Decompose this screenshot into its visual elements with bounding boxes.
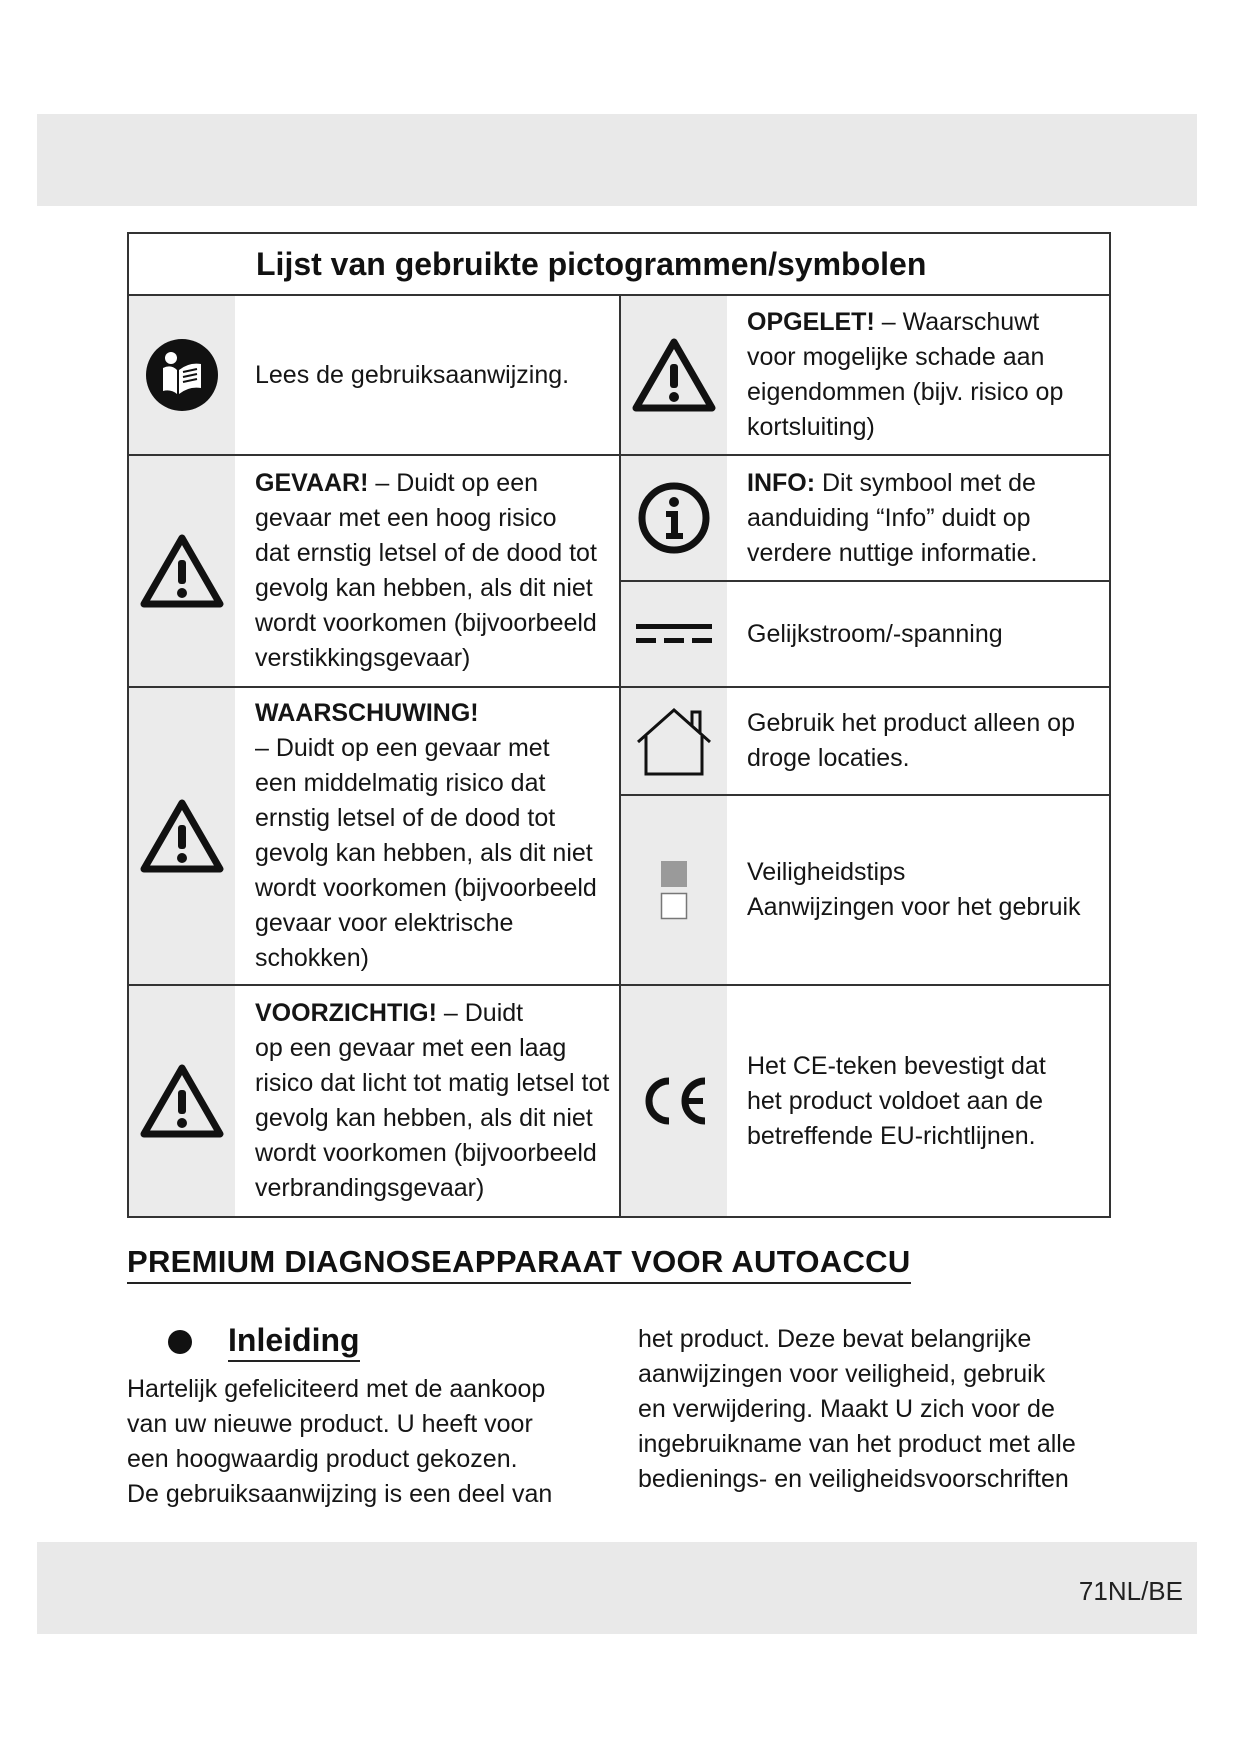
warning-triangle-icon: [632, 338, 716, 412]
intro-text-left: Hartelijk gefeliciteerd met de aankoop van uw nieuwe product. U heeft voor een hoogwaardig product gekozen. De gebruiksaanwijzing is een deel van: [127, 1375, 553, 1508]
footer-band: [37, 1542, 1197, 1634]
product-heading: PREMIUM DIAGNOSEAPPARAAT VOOR AUTOACCU: [127, 1244, 911, 1284]
symbol-legend-table: [127, 232, 1111, 1218]
info-icon: [637, 481, 711, 555]
gevaar-label: GEVAAR!: [255, 469, 369, 497]
legend-row-read-manual: [129, 296, 619, 454]
legend-row-dry-location: Gebruik het product alleen op droge locaties.: [621, 688, 1109, 794]
read-manual-icon: [145, 338, 219, 412]
legend-row-opgelet: OPGELET! – Waarschuwt voor mogelijke schade aan eigendommen (bijv. risico op kortsluiting): [621, 296, 1109, 454]
legend-row-tips: Veiligheidstips Aanwijzingen voor het gebruik: [621, 796, 1109, 984]
legend-row-gevaar: GEVAAR! – Duidt op een gevaar met een hoog risico dat ernstig letsel of de dood tot gevolg kan hebben, als dit niet wordt voorkomen (bijvoorbeeld verstikkingsgevaar): [129, 456, 619, 686]
voorzichtig-label: VOORZICHTIG!: [255, 999, 437, 1027]
legend-row-direct-current: Gelijkstroom/-spanning: [621, 582, 1109, 686]
header-band: [37, 114, 1197, 206]
legend-row-ce: Het CE-teken bevestigt dat het product voldoet aan de betreffende EU-richtlijnen.: [621, 986, 1109, 1216]
warning-triangle-icon: [140, 799, 224, 873]
read-manual-text: Lees de gebruiksaanwijzing.: [255, 360, 570, 389]
waarschuwing-label: WAARSCHUWING!: [255, 699, 479, 727]
checkbox-squares-icon: [659, 859, 689, 921]
dry-location-house-icon: [634, 706, 714, 776]
info-label: INFO:: [747, 468, 816, 497]
warning-triangle-icon: [140, 1064, 224, 1138]
legend-row-waarschuwing: WAARSCHUWING! – Duidt op een gevaar met een middelmatig risico dat ernstig letsel of de dood tot gevolg kan hebben, als dit niet wordt voorkomen (bijvoorbeeld gevaar voor elektrische schokken): [129, 688, 619, 984]
direct-current-icon: [636, 622, 712, 646]
legend-row-info: INFO: Dit symbool met de aanduiding “Info” duidt op verdere nuttige informatie.: [621, 456, 1109, 580]
ce-mark-icon: [639, 1075, 709, 1127]
opgelet-label: OPGELET!: [747, 308, 875, 336]
legend-title: Lijst van gebruikte pictogrammen/symbolen: [129, 234, 1109, 296]
page-number: 71NL/BE: [1078, 1576, 1183, 1606]
warning-triangle-icon: [140, 534, 224, 608]
intro-text-right: het product. Deze bevat belangrijke aanwijzingen voor veiligheid, gebruik en verwijdering. Maakt U zich voor de ingebruikname van het product met alle bedienings- en veiligheidsvoorschriften: [638, 1325, 1076, 1493]
intro-heading: Inleiding: [168, 1322, 360, 1362]
bullet-icon: [168, 1330, 192, 1354]
legend-row-voorzichtig: VOORZICHTIG! – Duidt op een gevaar met een laag risico dat licht tot matig letsel tot gevolg kan hebben, als dit niet wordt voorkomen (bijvoorbeeld verbrandingsgevaar): [129, 986, 619, 1216]
